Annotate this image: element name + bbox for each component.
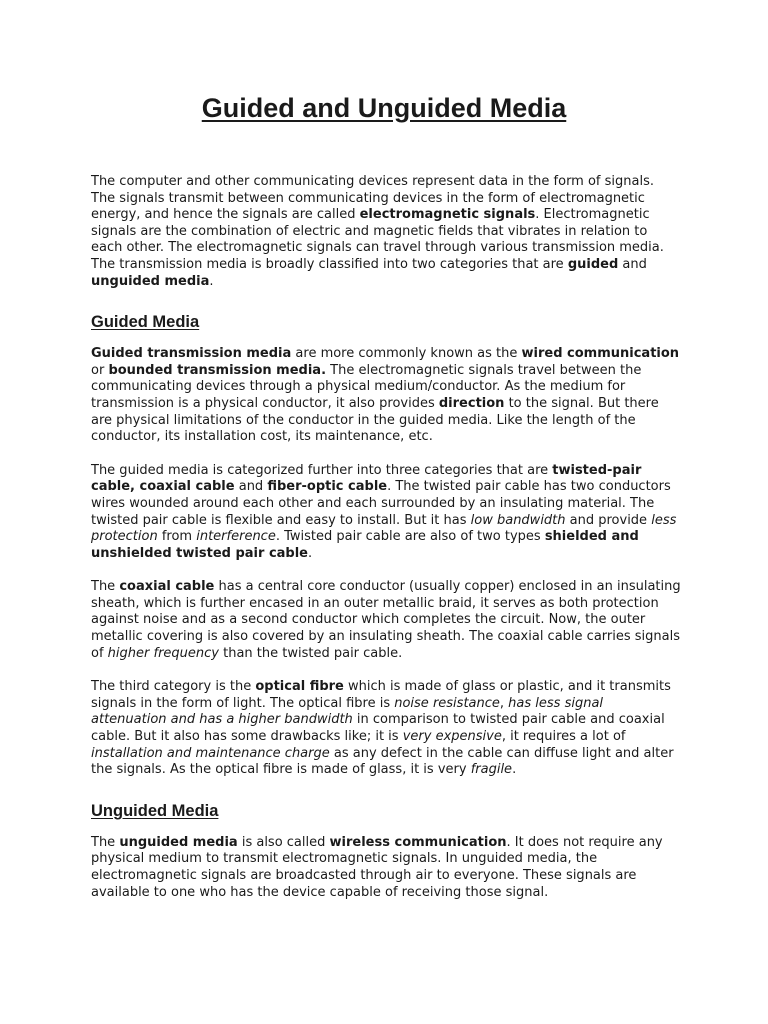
italic-text-run: higher frequency [107,645,219,661]
guided-paragraph-1 [91,346,681,446]
intro-paragraph [91,174,681,290]
text-run: than the twisted pair cable. [218,645,403,661]
text-run: , it requires a lot of [501,729,626,745]
italic-text-run: less protection [91,512,677,545]
text-run: from [157,529,197,545]
bold-text-run: optical fibre [255,679,344,695]
italic-text-run: has less signal attenuation and has a higher bandwidth [91,695,604,728]
text-run: . It does not require any physical medium to transmit electromagnetic signals. In unguided media, the electromagnetic signals are broadcasted through air to everyone. These signals are available to one who has the device capable of receiving those signal. [91,834,663,900]
text-run: The [91,579,120,595]
bold-text-run: bounded transmission media. [108,362,327,378]
section-heading-unguided-media: Unguided Media [91,801,219,820]
bold-text-run: unguided media [91,273,210,289]
bold-text-run: coaxial cable [119,579,215,595]
text-run: The electromagnetic signals travel between the communicating devices through a physical medium/conductor. As the medium for transmission is a physical conductor, it also provides [91,362,642,411]
text-run: which is made of glass or plastic, and it transmits signals in the form of light. The optical fibre is [91,679,671,711]
text-run: and provide [565,512,652,528]
italic-text-run: installation and maintenance charge [91,745,330,761]
bold-text-run: wired communication [521,346,680,362]
text-run: to the signal. But there are physical limitations of the conductor in the guided media. Like the length of the conductor, its installation cost, its maintenance, etc. [91,395,659,445]
bold-text-run: Guided transmission media [91,346,292,362]
text-run: and [234,479,268,495]
italic-text-run: noise resistance [394,695,500,711]
document-title: Guided and Unguided Media [201,93,567,123]
text-run: is also called [237,834,330,850]
bold-text-run: guided [567,256,619,272]
text-run: The guided media is categorized further into three categories that are [91,462,553,478]
bold-text-run: unguided media [119,834,238,850]
bold-text-run: wireless communication [329,834,507,850]
text-run: , [499,695,509,711]
text-run: or [91,362,109,378]
italic-text-run: very expensive [402,729,502,745]
bold-text-run: fiber-optic cable [267,479,388,495]
text-run: The computer and other communicating devices represent data in the form of signals. The signals transmit between communicating devices in the form of electromagnetic energy, and hence the signals are called [91,174,654,223]
bold-text-run: electromagnetic signals [359,207,536,223]
text-run: . [209,273,214,289]
text-run: are more commonly known as the [291,346,522,362]
guided-paragraph-4 [91,679,681,779]
unguided-paragraph-1 [91,835,681,901]
guided-paragraph-2 [91,463,681,563]
italic-text-run: fragile [470,762,513,778]
bold-text-run: twisted-pair cable, coaxial cable [91,462,642,495]
italic-text-run: interference [196,529,276,545]
text-run: as any defect in the cable can diffuse light and alter the signals. As the optical fibre is made of glass, it is very [91,745,674,778]
text-run: . Twisted pair cable are also of two types [275,529,545,545]
text-run: . [308,545,313,561]
text-run: in comparison to twisted pair cable and coaxial cable. But it also has some drawbacks like; it is [91,712,665,745]
text-run: The [91,834,120,850]
text-run: . Electromagnetic signals are the combination of electric and magnetic fields that vibrates in relation to each other. The electromagnetic signals can travel through various transmission media. The transmission media is broadly classified into two categories that are [91,207,664,272]
text-run: The third category is the [91,679,256,695]
italic-text-run: low bandwidth [470,512,566,528]
text-run: has a central core conductor (usually copper) enclosed in an insulating sheath, which is further encased in an outer metallic braid, it serves as both protection against noise and as a second conductor which completes the circuit. Now, the outer metallic covering is also covered by an insulating sheath. The coaxial cable carries signals of [91,579,681,661]
guided-paragraph-3 [91,579,681,662]
text-run: . The twisted pair cable has two conductors wires wounded around each other and each surrounded by an insulating material. The twisted pair cable is flexible and easy to install. But it has [91,479,671,528]
section-heading-guided-media: Guided Media [91,313,200,332]
document-body [91,174,681,901]
text-run: . [512,762,517,778]
text-run: and [618,256,647,272]
bold-text-run: direction [438,395,505,411]
bold-text-run: shielded and unshielded twisted pair cable [91,529,639,561]
